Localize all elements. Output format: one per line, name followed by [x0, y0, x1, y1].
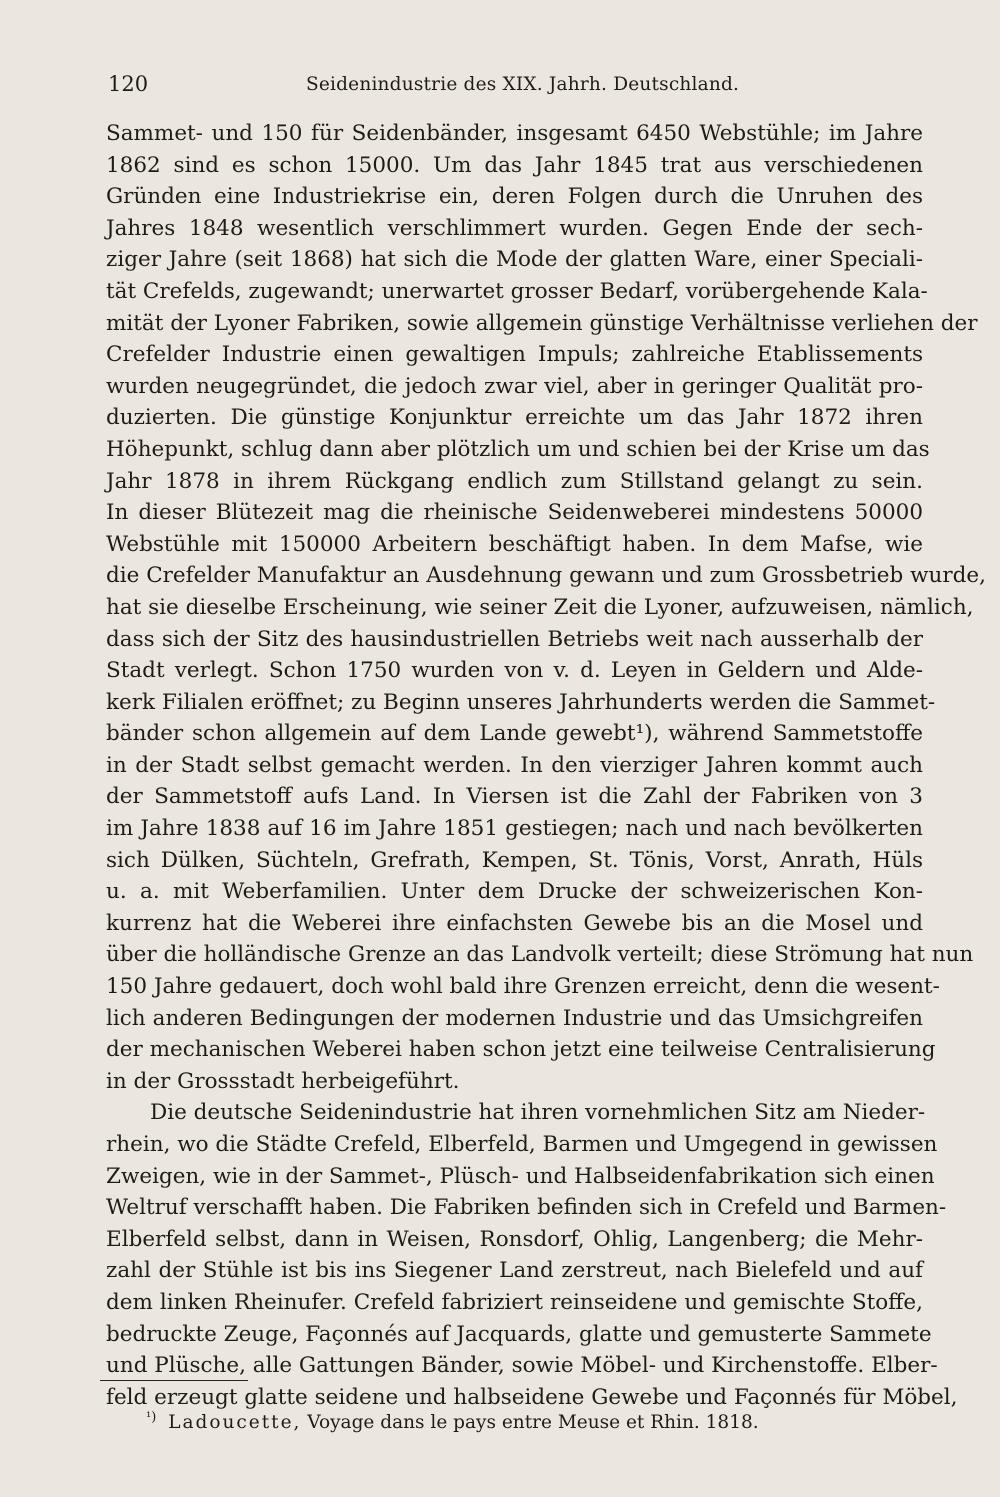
text-line: Zweigen, wie in der Sammet-, Plüsch- und Halbseidenfabrikation sich einen: [106, 1163, 935, 1189]
text-line: Stadt verlegt. Schon 1750 wurden von v. d. Leyen in Geldern und Alde-: [106, 658, 923, 684]
text-line: tät Crefelds, zugewandt; unerwartet grosser Bedarf, vorübergehende Kala-: [106, 278, 928, 304]
footnote-text: Voyage dans le pays entre Meuse et Rhin. 1818.: [307, 1412, 759, 1433]
text-line: kurrenz hat die Weberei ihre einfachsten Gewebe bis an die Mosel und: [106, 910, 923, 936]
text-line: ziger Jahre (seit 1868) hat sich die Mode der glatten Ware, einer Speciali-: [106, 247, 923, 273]
text-line: dem linken Rheinufer. Crefeld fabriziert reinseidene und gemischte Stoffe,: [106, 1289, 923, 1315]
text-line: duzierten. Die günstige Konjunktur erreichte um das Jahr 1872 ihren: [106, 405, 923, 431]
text-line: bänder schon allgemein auf dem Lande gewebt¹), während Sammetstoffe: [106, 721, 923, 747]
footnote-marker: ¹): [146, 1410, 157, 1425]
text-line: u. a. mit Weberfamilien. Unter dem Drucke der schweizerischen Kon-: [106, 879, 923, 905]
footnote: [146, 1412, 759, 1433]
text-line: Crefelder Industrie einen gewaltigen Impuls; zahlreiche Etablissements: [106, 342, 923, 368]
text-line: die Crefelder Manufaktur an Ausdehnung gewann und zum Grossbetrieb wurde,: [106, 563, 986, 589]
text-line: hat sie dieselbe Erscheinung, wie seiner Zeit die Lyoner, aufzuweisen, nämlich,: [106, 594, 974, 620]
running-title: Seidenindustrie des XIX. Jahrh. Deutschland.: [306, 74, 740, 95]
text-line: im Jahre 1838 auf 16 im Jahre 1851 gestiegen; nach und nach bevölkerten: [106, 816, 923, 842]
text-line: in der Stadt selbst gemacht werden. In den vierziger Jahren kommt auch: [106, 752, 923, 778]
text-line: wurden neugegründet, die jedoch zwar viel, aber in geringer Qualität pro-: [106, 373, 923, 399]
text-line: Elberfeld selbst, dann in Weisen, Ronsdorf, Ohlig, Langenberg; die Mehr-: [106, 1226, 923, 1252]
footnote-divider: [100, 1380, 248, 1381]
text-line: dass sich der Sitz des hausindustriellen Betriebs weit nach ausserhalb der: [106, 626, 923, 652]
text-line: sich Dülken, Süchteln, Grefrath, Kempen, St. Tönis, Vorst, Anrath, Hüls: [106, 847, 923, 873]
text-line: der mechanischen Weberei haben schon jetzt eine teilweise Centralisierung: [106, 1037, 936, 1063]
text-line: feld erzeugt glatte seidene und halbseidene Gewebe und Façonnés für Möbel,: [106, 1384, 958, 1410]
text-line: kerk Filialen eröffnet; zu Beginn unseres Jahrhunderts werden die Sammet-: [106, 689, 936, 715]
text-line: bedruckte Zeuge, Façonnés auf Jacquards, glatte und gemusterte Sammete: [106, 1321, 932, 1347]
page-header: [108, 72, 918, 102]
text-line: Jahr 1878 in ihrem Rückgang endlich zum Stillstand gelangt zu sein.: [106, 468, 923, 494]
text-line: und Plüsche, alle Gattungen Bänder, sowie Möbel- und Kirchenstoffe. Elber-: [106, 1353, 938, 1379]
text-line: Die deutsche Seidenindustrie hat ihren vornehmlichen Sitz am Nieder-: [150, 1100, 926, 1126]
body-text: [106, 118, 986, 1413]
page-number: 120: [108, 72, 149, 96]
text-line: lich anderen Bedingungen der modernen Industrie und das Umsichgreifen: [106, 1005, 923, 1031]
text-line: rhein, wo die Städte Crefeld, Elberfeld, Barmen und Umgegend in gewissen: [106, 1132, 938, 1157]
text-line: Webstühle mit 150000 Arbeitern beschäftigt haben. In dem Mafse, wie: [106, 531, 923, 557]
text-line: Gründen eine Industriekrise ein, deren Folgen durch die Unruhen des: [106, 184, 923, 210]
text-line: 1862 sind es schon 15000. Um das Jahr 1845 trat aus verschiedenen: [106, 152, 923, 178]
text-line: 150 Jahre gedauert, doch wohl bald ihre Grenzen erreicht, denn die wesent-: [106, 974, 940, 1000]
text-line: Jahres 1848 wesentlich verschlimmert wurden. Gegen Ende der sech-: [106, 215, 923, 241]
text-line: über die holländische Grenze an das Landvolk verteilt; diese Strömung hat nun: [106, 942, 974, 968]
text-line: in der Grossstadt herbeigeführt.: [106, 1068, 460, 1094]
footnote-author: Ladoucette,: [168, 1412, 302, 1433]
text-line: mität der Lyoner Fabriken, sowie allgemein günstige Verhältnisse verliehen der: [106, 310, 978, 336]
text-line: der Sammetstoff aufs Land. In Viersen ist die Zahl der Fabriken von 3: [106, 784, 923, 810]
text-line: zahl der Stühle ist bis ins Siegener Land zerstreut, nach Bielefeld und auf: [106, 1258, 923, 1284]
text-line: Höhepunkt, schlug dann aber plötzlich um und schien bei der Krise um das: [106, 436, 930, 462]
text-line: Sammet- und 150 für Seidenbänder, insgesamt 6450 Webstühle; im Jahre: [106, 121, 923, 146]
text-line: In dieser Blütezeit mag die rheinische Seidenweberei mindestens 50000: [106, 500, 923, 526]
text-line: Weltruf verschafft haben. Die Fabriken befinden sich in Crefeld und Barmen-: [106, 1195, 947, 1221]
